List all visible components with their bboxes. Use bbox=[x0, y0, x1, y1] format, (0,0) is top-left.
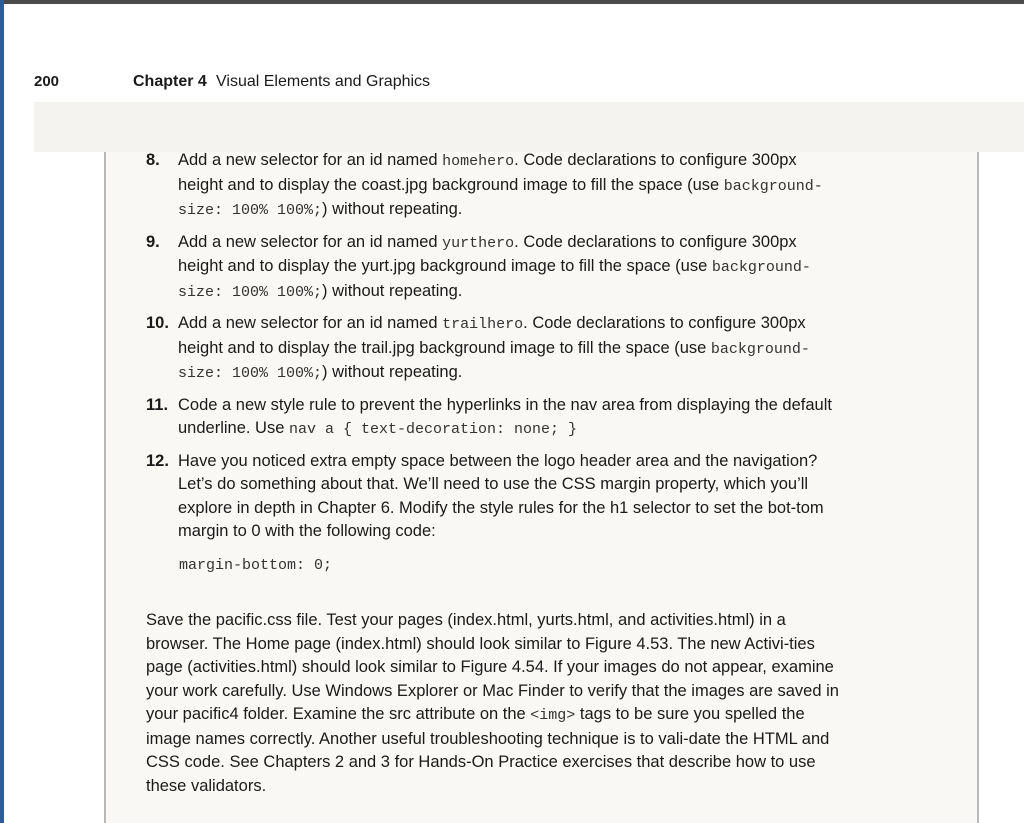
step-text bbox=[178, 231, 846, 305]
code-run: <img> bbox=[530, 707, 576, 724]
left-border bbox=[0, 0, 4, 823]
text-run: Add a new selector for an id named bbox=[178, 232, 443, 251]
code-run: background-size: 100% 100%; bbox=[178, 259, 811, 301]
text-run: tags to be sure you spelled the image names correctly. Another useful troubleshooting technique is to vali-date the HTML and CSS code. See Chapters 2 and 3 for Hands-On Practice exercises that describe how to use these validators. bbox=[146, 705, 830, 795]
top-border bbox=[0, 0, 1024, 4]
step-number: 11. bbox=[146, 395, 169, 414]
step-number: 9. bbox=[146, 232, 160, 251]
step-number: 8. bbox=[146, 151, 160, 169]
step-11 bbox=[146, 394, 846, 442]
step-number: 10. bbox=[146, 314, 169, 332]
step-text bbox=[178, 394, 846, 442]
step-text bbox=[178, 149, 846, 223]
code-run: homehero bbox=[442, 153, 515, 170]
code-run: background-size: 100% 100%; bbox=[178, 177, 823, 219]
code-run: background-size: 100% 100%; bbox=[178, 340, 810, 382]
text-run: Add a new selector for an id named bbox=[178, 314, 443, 332]
text-run: Code a new style rule to prevent the hyperlinks in the nav area from displaying the default underline. Use bbox=[178, 395, 832, 437]
step-12 bbox=[146, 450, 846, 544]
text-run: ) without repeating. bbox=[322, 200, 463, 218]
text-run: ) without repeating. bbox=[322, 363, 463, 381]
text-run: ) without repeating. bbox=[322, 281, 463, 300]
text-run: Save the pacific.css file. Test your pages (index.html, yurts.html, and activities.html) in a browser. The Home page (index.html) should look similar to Figure 4.53. The new Activi-ties page (activities.html) should look similar to Figure 4.54. If your images do not appear, examine your work carefully. Use Windows Explorer or Mac Finder to verify that the images are saved in your pacific4 folder. Examine the src attribute on the bbox=[146, 611, 839, 723]
step-number: 12. bbox=[146, 451, 169, 470]
text-run: Add a new selector for an id named bbox=[178, 151, 443, 169]
closing-paragraph bbox=[146, 609, 846, 798]
step-8 bbox=[146, 149, 846, 223]
code-run: trailhero bbox=[442, 316, 524, 333]
page-number: 200 bbox=[34, 73, 60, 90]
step-list bbox=[146, 149, 846, 552]
step-text bbox=[178, 312, 846, 386]
step-9 bbox=[146, 231, 846, 305]
step-10 bbox=[146, 312, 846, 386]
chapter-label: Chapter 4 bbox=[133, 73, 207, 90]
code-snippet: margin-bottom: 0; bbox=[179, 557, 333, 574]
chapter-title: Visual Elements and Graphics bbox=[216, 73, 431, 90]
code-run: yurthero bbox=[442, 234, 515, 252]
text-run: . Code declarations to configure 300px height and to display the coast.jpg background image to fill the space (use bbox=[178, 151, 797, 194]
step-text: Have you noticed extra empty space between the logo header area and the navigation? Let’s do something about that. We’ll need to use the CSS margin property, which you’ll explore in depth in Chapter 6. Modify the style rules for the h1 selector to set the bot-tom margin to 0 with the following code: bbox=[178, 451, 824, 540]
code-run: nav a { text-decoration: none; } bbox=[288, 421, 578, 438]
header-shade bbox=[34, 102, 1024, 152]
text-run: . Code declarations to configure 300px height and to display the yurt.jpg background image to fill the space (use bbox=[178, 232, 797, 275]
text-run: . Code declarations to configure 300px height and to display the trail.jpg background image to fill the space (use bbox=[178, 314, 806, 357]
